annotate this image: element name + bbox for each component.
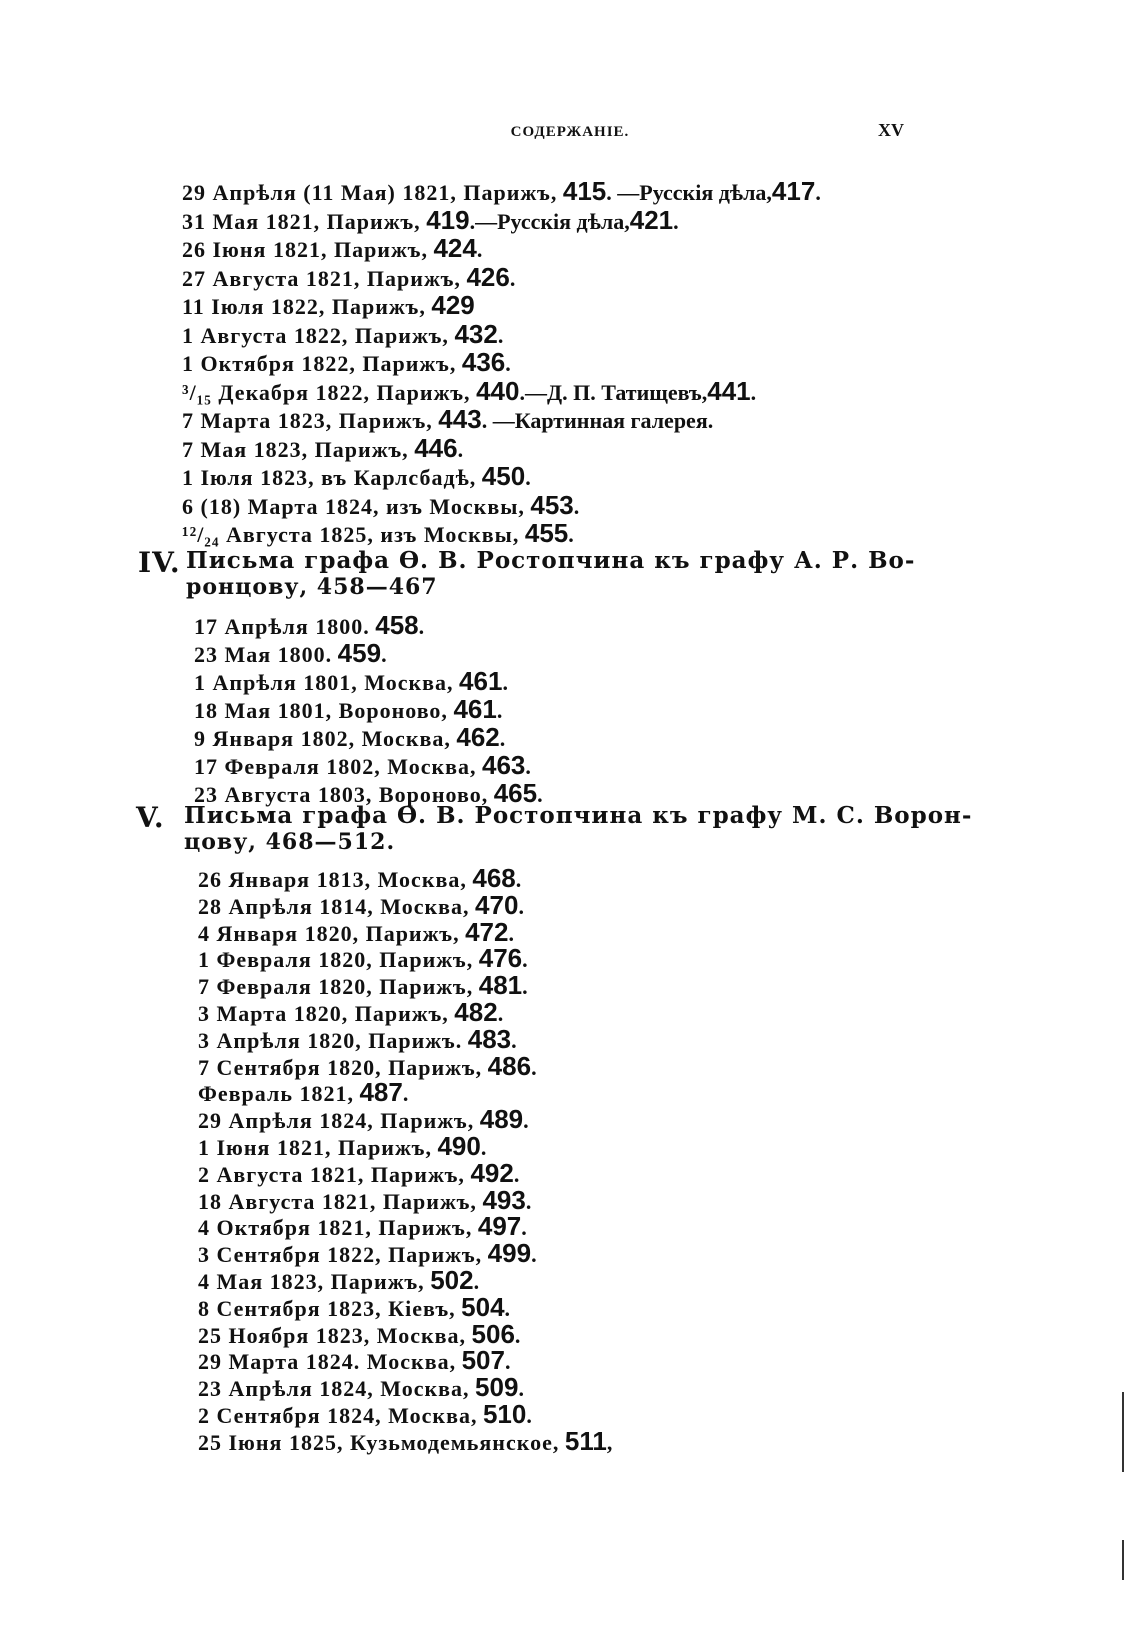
toc-entry-date: 2 Сентября 1824, Москва, — [198, 1402, 478, 1428]
toc-entry-page: 440 — [476, 375, 520, 406]
section-title-line-2: цову, 468—512. — [184, 829, 396, 855]
toc-entry-page: 486 — [487, 1050, 532, 1081]
toc-entry-date: 17 Февраля 1802, Москва, — [194, 754, 477, 779]
toc-entry-text: , — [606, 1429, 613, 1455]
toc-entry-text: . — [518, 1376, 524, 1402]
toc-entry — [194, 640, 543, 668]
toc-entry-page: 463 — [482, 750, 526, 780]
toc-entry-text: . — [673, 208, 679, 234]
toc-entry — [182, 375, 821, 407]
toc-entry — [182, 318, 821, 350]
toc-entry-page: 499 — [487, 1238, 532, 1269]
section-roman-numeral: IV. — [138, 546, 181, 579]
toc-entry-page: 458 — [375, 610, 419, 640]
toc-entry — [182, 489, 821, 521]
toc-entry-text: . — [525, 465, 531, 490]
toc-entry-date: 26 Января 1813, Москва, — [198, 867, 467, 892]
toc-entry-page: 481 — [478, 970, 523, 1001]
toc-entry — [194, 696, 543, 724]
toc-entry-text: . — [573, 493, 580, 519]
toc-entry-page: 465 — [493, 778, 538, 808]
toc-entry — [198, 916, 612, 947]
toc-entry-text: . — [521, 1215, 527, 1241]
toc-entry-date: 7 Марта 1823, Парижъ, — [182, 408, 433, 433]
toc-entry-text: . — [750, 379, 757, 405]
toc-entry-page: 497 — [477, 1211, 522, 1242]
toc-entry-page: 507 — [461, 1345, 505, 1376]
toc-entry — [194, 752, 543, 780]
toc-entry — [182, 406, 821, 435]
toc-entry-text: . — [504, 1295, 511, 1321]
toc-entry — [198, 1264, 612, 1295]
toc-entry-date: 18 Мая 1801, Вороново, — [194, 698, 448, 723]
toc-entry-date: ¹²/₂₄ Августа 1825, изъ Москвы, — [182, 522, 520, 547]
toc-entry-page: 492 — [470, 1157, 514, 1188]
toc-entry — [182, 432, 821, 464]
toc-entry-date: 4 Мая 1823, Парижъ, — [198, 1268, 425, 1294]
toc-entry-date: 1 Апрѣля 1801, Москва, — [194, 670, 454, 695]
toc-entry-page: 462 — [456, 722, 500, 752]
toc-entry-text: . — [518, 893, 524, 919]
toc-entry-page: 432 — [454, 318, 498, 349]
toc-entry-text: . — [522, 947, 528, 973]
toc-entry-text: . — [531, 1054, 537, 1080]
toc-entry — [198, 1291, 612, 1322]
toc-entry-page: 493 — [482, 1184, 526, 1215]
toc-entry-page: 490 — [437, 1130, 481, 1161]
toc-entry-page: 441 — [707, 375, 751, 406]
toc-entry-text: . — [568, 522, 574, 547]
toc-entry — [198, 1050, 612, 1081]
toc-entry — [182, 520, 821, 549]
toc-entry-text: . —Картинная галерея. — [481, 408, 714, 433]
toc-entry — [198, 943, 612, 974]
toc-entry — [182, 292, 821, 321]
toc-entry — [198, 1211, 612, 1242]
toc-entry-page: 443 — [438, 404, 482, 434]
toc-entry — [198, 1104, 612, 1135]
toc-entry-text: . — [511, 1027, 517, 1053]
toc-entry-page: 472 — [465, 916, 509, 947]
toc-entry-page: 511 — [564, 1425, 607, 1456]
toc-entry-date: 26 Іюня 1821, Парижъ, — [182, 237, 428, 262]
toc-entry-page: 419 — [426, 204, 470, 235]
toc-entry-text: .—Д. П. Татищевъ, — [519, 379, 708, 405]
toc-entry-date: 3 Апрѣля 1820, Парижъ. — [198, 1027, 463, 1053]
toc-entry-page: 468 — [472, 863, 516, 893]
toc-entry-date: 8 Сентября 1823, Кіевъ, — [198, 1295, 456, 1321]
toc-entry-page: 455 — [524, 518, 569, 548]
toc-entry — [198, 996, 612, 1027]
section-roman-numeral: V. — [136, 801, 165, 834]
toc-entry-date: 29 Апрѣля (11 Мая) 1821, Парижъ, — [182, 180, 558, 205]
toc-entry-page: 426 — [466, 261, 510, 292]
toc-entry-page: 461 — [453, 694, 497, 724]
toc-entry-page: 510 — [482, 1398, 527, 1429]
toc-entry-date: 2 Августа 1821, Парижъ, — [198, 1161, 465, 1187]
toc-entry-text: . — [513, 1161, 520, 1187]
toc-entry-page: 424 — [433, 233, 477, 263]
toc-entry-text: . — [497, 322, 504, 348]
toc-entry-page: 502 — [430, 1264, 474, 1295]
section-title-line-1: Письма графа Ѳ. В. Ростопчина къ графу М. С. Ворон- — [184, 802, 973, 829]
toc-entry-text: . — [381, 642, 387, 667]
toc-entry — [182, 204, 821, 236]
toc-entry — [198, 1184, 612, 1215]
toc-entry — [182, 463, 821, 492]
toc-entry-text: . — [526, 1402, 532, 1428]
toc-entry — [182, 349, 821, 378]
toc-entry — [198, 889, 612, 920]
margin-mark — [1122, 1540, 1124, 1580]
toc-entry — [198, 1398, 612, 1429]
toc-entry-date: 6 (18) Марта 1824, изъ Москвы, — [182, 493, 525, 519]
toc-entry-page: 417 — [771, 176, 816, 206]
toc-entry — [198, 1238, 612, 1269]
toc-entry-date: 31 Мая 1821, Парижъ, — [182, 208, 421, 234]
toc-entry — [198, 1077, 612, 1108]
page-number: XV — [878, 120, 904, 140]
section-title-line-2: ронцову, 458—467 — [186, 574, 438, 600]
toc-entry-date: 7 Сентября 1820, Парижъ, — [198, 1054, 483, 1080]
toc-entry-date: 23 Августа 1803, Вороново, — [194, 782, 489, 807]
toc-entry — [182, 235, 821, 264]
toc-entry-page: 453 — [530, 489, 574, 520]
toc-entry — [198, 1372, 612, 1403]
toc-entry — [198, 863, 612, 893]
toc-entry-date: ³/₁₅ Декабря 1822, Парижъ, — [182, 379, 471, 405]
toc-entry-page: 446 — [414, 432, 458, 463]
toc-entry-date: 28 Апрѣля 1814, Москва, — [198, 893, 470, 919]
toc-entry-text: .—Русскія дѣла, — [469, 208, 630, 234]
toc-entry-date: 9 Января 1802, Москва, — [194, 726, 451, 751]
toc-entry-page: 489 — [479, 1104, 524, 1135]
toc-entry-page: 459 — [337, 638, 382, 668]
toc-entry — [198, 1157, 612, 1188]
toc-entry-text: . — [473, 1268, 480, 1294]
toc-entry-date: 1 Іюля 1823, въ Карлсбадѣ, — [182, 465, 477, 490]
toc-block-section-3 — [182, 178, 821, 549]
toc-entry-page: 436 — [461, 347, 506, 377]
toc-entry-text: . — [499, 726, 506, 751]
toc-entry-text: . — [537, 782, 543, 807]
toc-entry-date: 25 Ноября 1823, Москва, — [198, 1322, 467, 1348]
toc-entry — [198, 970, 612, 1001]
toc-entry — [194, 668, 543, 696]
toc-entry — [198, 1130, 612, 1161]
toc-entry-date: 29 Апрѣля 1824, Парижъ, — [198, 1108, 475, 1134]
toc-entry — [198, 1318, 612, 1349]
toc-entry-text: . — [509, 265, 516, 291]
toc-entry-date: 3 Сентября 1822, Парижъ, — [198, 1242, 483, 1268]
toc-entry-page: 487 — [359, 1077, 403, 1108]
toc-entry — [198, 1425, 613, 1456]
toc-entry-text: . — [525, 1188, 532, 1214]
toc-entry-text: . — [476, 237, 483, 262]
toc-entry-page: 470 — [475, 889, 519, 920]
toc-entry-text: . — [522, 974, 528, 1000]
toc-entry-page: 461 — [459, 666, 503, 696]
toc-entry-date: 3 Марта 1820, Парижъ, — [198, 1000, 449, 1026]
toc-entry-date: 7 Мая 1823, Парижъ, — [182, 436, 409, 462]
toc-entry-date: 23 Апрѣля 1824, Москва, — [198, 1376, 470, 1402]
toc-entry-page: 483 — [467, 1023, 512, 1054]
toc-entry-page: 506 — [471, 1318, 515, 1349]
toc-entry-date: 23 Мая 1800. — [194, 642, 333, 667]
toc-entry-date: 18 Августа 1821, Парижъ, — [198, 1188, 477, 1214]
section-heading-v — [136, 801, 973, 856]
toc-entry-text: . — [514, 1322, 521, 1348]
toc-entry-text: . — [815, 180, 821, 205]
toc-entry-text: . — [515, 867, 522, 892]
toc-entry-date: 1 Іюня 1821, Парижъ, — [198, 1134, 432, 1160]
toc-entry-date: 17 Апрѣля 1800. — [194, 614, 370, 639]
toc-entry-text: . —Русскія дѣла, — [606, 180, 772, 205]
toc-entry-text: . — [480, 1134, 487, 1160]
toc-entry-date: 1 Августа 1822, Парижъ, — [182, 322, 449, 348]
toc-entry-text: . — [508, 920, 514, 946]
toc-entry-date: 1 Февраля 1820, Парижъ, — [198, 947, 474, 973]
toc-entry-page: 504 — [461, 1291, 505, 1322]
toc-entry-page: 509 — [475, 1372, 519, 1403]
toc-entry-page: 421 — [629, 204, 674, 235]
toc-entry — [182, 178, 821, 207]
toc-entry-date: 11 Іюля 1822, Парижъ, — [182, 294, 426, 319]
margin-mark — [1122, 1392, 1124, 1472]
toc-entry-date: 29 Марта 1824. Москва, — [198, 1349, 457, 1375]
toc-entry-text: . — [531, 1242, 537, 1268]
toc-entry-date: 4 Октября 1821, Парижъ, — [198, 1215, 473, 1241]
toc-block-section-5 — [198, 863, 613, 1456]
toc-block-section-4 — [194, 612, 543, 808]
toc-entry-date: 7 Февраля 1820, Парижъ, — [198, 974, 474, 1000]
toc-entry-page: 476 — [478, 943, 523, 974]
toc-entry-date: 4 Января 1820, Парижъ, — [198, 920, 460, 946]
toc-entry-text: . — [505, 351, 511, 376]
toc-entry-text: . — [502, 670, 508, 695]
toc-entry — [194, 724, 543, 752]
toc-entry-text: . — [418, 614, 425, 639]
toc-entry-date: 27 Августа 1821, Парижъ, — [182, 265, 461, 291]
toc-entry-page: 415 — [562, 176, 607, 206]
toc-entry-text: . — [496, 698, 503, 723]
running-head: СОДЕРЖАНІЕ. — [510, 124, 630, 140]
toc-entry-text: . — [525, 754, 531, 779]
toc-entry-text: . — [402, 1081, 409, 1107]
toc-entry — [198, 1345, 612, 1376]
section-title-line-1: Письма графа Ѳ. В. Ростопчина къ графу А. Р. Во- — [186, 547, 916, 574]
toc-entry-date: Февраль 1821, — [198, 1081, 354, 1107]
section-heading-iv — [138, 546, 916, 601]
toc-entry-text: . — [504, 1349, 511, 1375]
toc-entry-page: 429 — [431, 290, 475, 320]
toc-entry — [198, 1023, 612, 1054]
toc-entry-text: . — [497, 1000, 504, 1026]
toc-entry-page: 482 — [454, 996, 498, 1027]
toc-entry-date: 25 Іюня 1825, Кузьмодемьянское, — [198, 1429, 560, 1455]
toc-entry-page: 450 — [481, 461, 526, 491]
toc-entry-text: . — [523, 1108, 529, 1134]
toc-entry-text: . — [457, 436, 464, 462]
toc-entry — [194, 612, 543, 640]
toc-entry-date: 1 Октября 1822, Парижъ, — [182, 351, 457, 376]
toc-entry — [182, 261, 821, 293]
